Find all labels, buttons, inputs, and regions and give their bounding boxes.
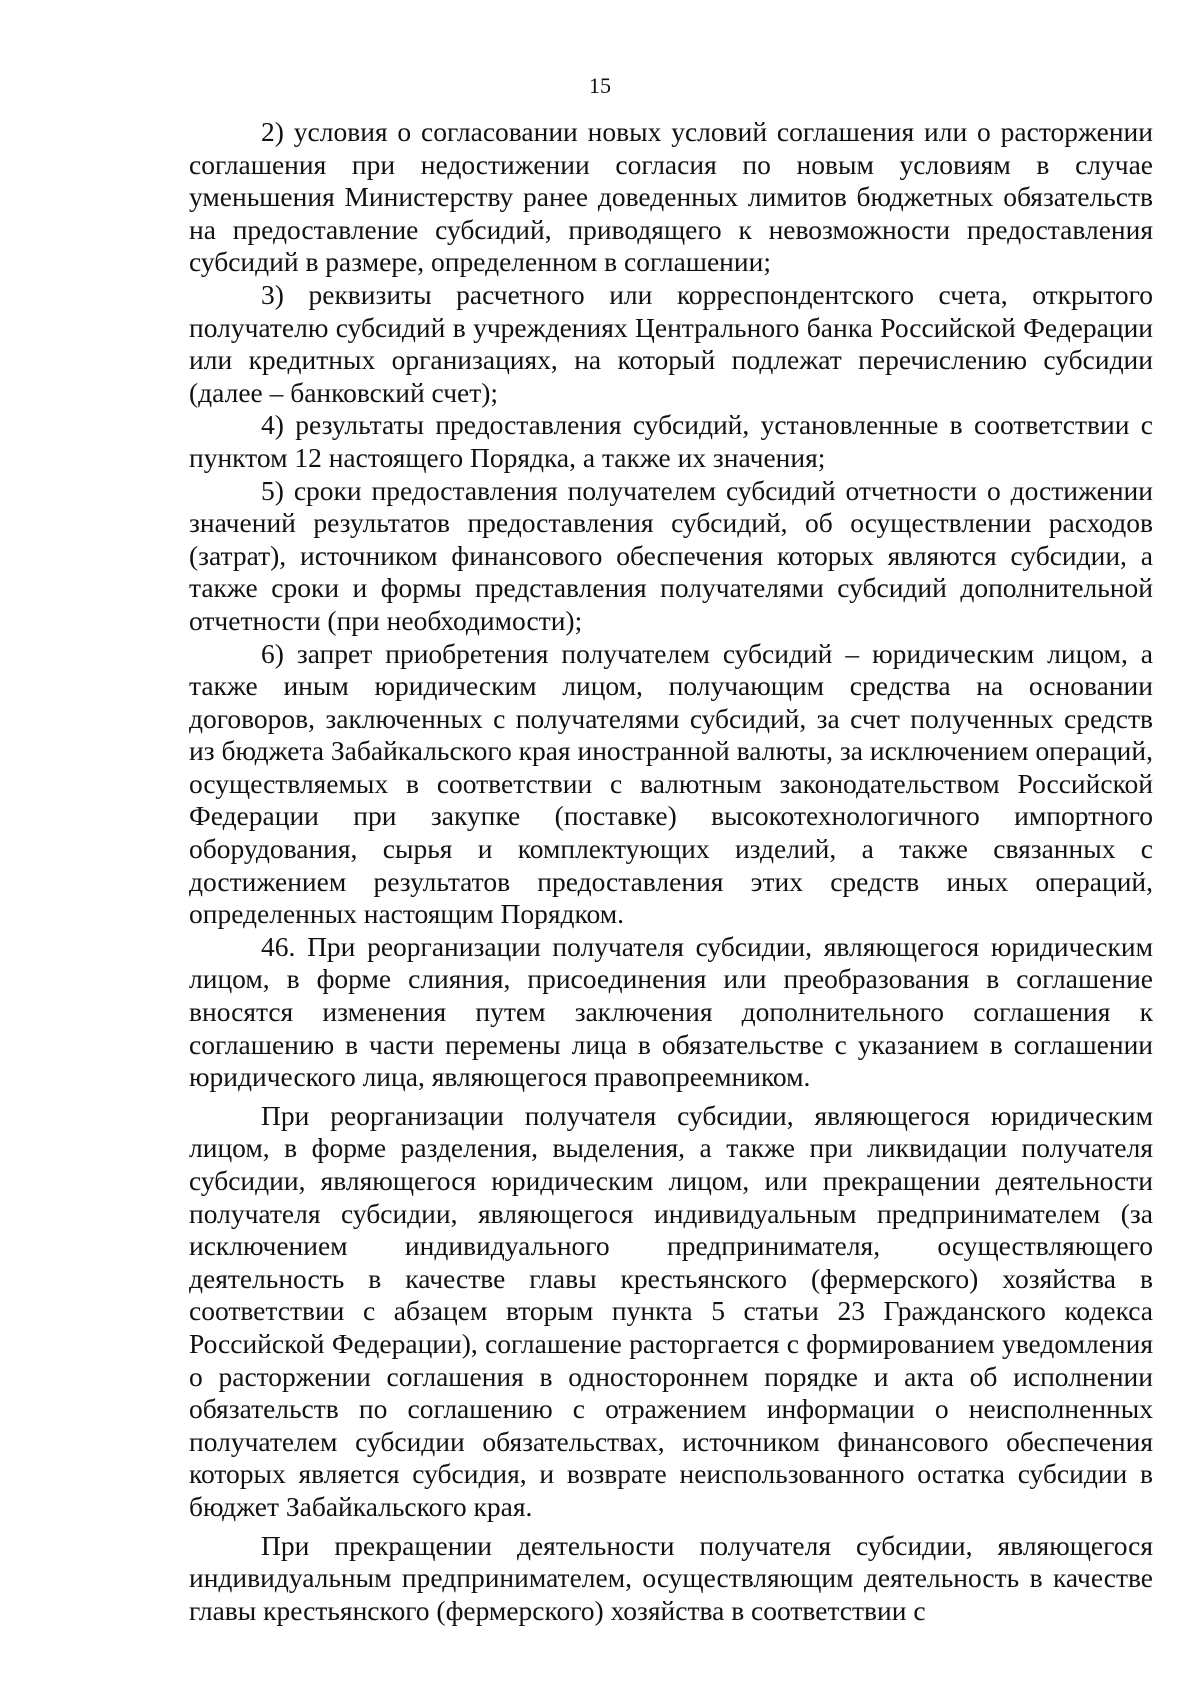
paragraph-item-4: 4) результаты предоставления субсидий, установленные в соответствии с пунктом 12 настоящего Порядка, а также их значения;	[189, 409, 1153, 473]
paragraph-item-6: 6) запрет приобретения получателем субсидий – юридическим лицом, а также иным юридическим лицом, получающим средства на основании договоров, заключенных с получателями субсидий, за счет полученных средств из бюджета Забайкальского края иностранной валюты, за исключением операций, осуществляемых в соответствии с валютным законодательством Российской Федерации при закупке (поставке) высокотехнологичного импортного оборудования, сырья и комплектующих изделий, а также связанных с достижением результатов предоставления этих средств иных операций, определенных настоящим Порядком.	[189, 637, 1153, 930]
paragraph-reorganization: При реорганизации получателя субсидии, являющегося юридическим лицом, в форме разделения, выделения, а также при ликвидации получателя субсидии, являющегося юридическим лицом, или прекращении деятельности получателя субсидии, являющегося индивидуальным предпринимателем (за исключением индивидуального предпринимателя, осуществляющего деятельность в качестве главы крестьянского (фермерского) хозяйства в соответствии с абзацем вторым пункта 5 статьи 23 Гражданского кодекса Российской Федерации), соглашение расторгается с формированием уведомления о расторжении соглашения в одностороннем порядке и акта об исполнении обязательств по соглашению с отражением информации о неисполненных получателем субсидии обязательствах, источником финансового обеспечения которых является субсидия, и возврате неиспользованного остатка субсидии в бюджет Забайкальского края.	[189, 1099, 1153, 1522]
paragraph-termination: При прекращении деятельности получателя субсидии, являющегося индивидуальным предпринимателем, осуществляющим деятельность в качестве главы крестьянского (фермерского) хозяйства в соответствии с	[189, 1529, 1153, 1626]
paragraph-item-5: 5) сроки предоставления получателем субсидий отчетности о достижении значений результатов предоставления субсидий, об осуществлении расходов (затрат), источником финансового обеспечения которых являются субсидии, а также сроки и формы представления получателями субсидий дополнительной отчетности (при необходимости);	[189, 474, 1153, 636]
paragraph-item-2: 2) условия о согласовании новых условий соглашения или о расторжении соглашения при недостижении согласия по новым условиям в случае уменьшения Министерству ранее доведенных лимитов бюджетных обязательств на предоставление субсидий, приводящего к невозможности предоставления субсидий в размере, определенном в соглашении;	[189, 116, 1153, 278]
paragraph-clause-46: 46. При реорганизации получателя субсидии, являющегося юридическим лицом, в форме слияния, присоединения или преобразования в соглашение вносятся изменения путем заключения дополнительного соглашения к соглашению в части перемены лица в обязательстве с указанием в соглашении юридического лица, являющегося правопреемником.	[189, 930, 1153, 1093]
document-body	[189, 116, 1153, 1627]
page-number: 15	[589, 73, 611, 98]
paragraph-item-3: 3) реквизиты расчетного или корреспондентского счета, открытого получателю субсидий в учреждениях Центрального банка Российской Федерации или кредитных организациях, на который подлежат перечислению субсидии (далее – банковский счет);	[189, 278, 1153, 408]
